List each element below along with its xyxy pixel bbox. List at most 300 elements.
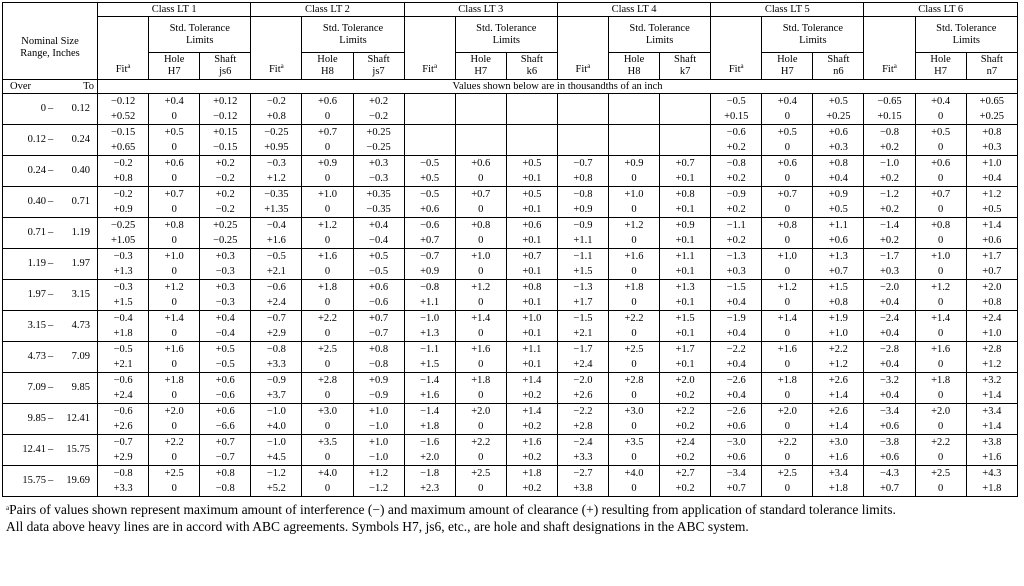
hole-limits: [149, 466, 200, 497]
hole-header-3: [455, 53, 506, 80]
hole-limits: [915, 373, 966, 404]
value-lower: +3.8: [573, 483, 593, 494]
value-upper: +1.8: [777, 375, 797, 386]
range-to: 0.24: [71, 134, 91, 145]
fit-values: [864, 373, 915, 404]
range-to: 0.71: [71, 196, 91, 207]
value-upper: +1.0: [624, 189, 644, 200]
value-lower: −0.15: [213, 142, 238, 153]
value-lower: +0.6: [879, 421, 900, 432]
value-upper: +1.8: [522, 468, 542, 479]
shaft-limits: [813, 187, 864, 218]
value-lower: −0.12: [213, 111, 238, 122]
value-upper: +1.4: [471, 313, 491, 324]
value-upper: +1.6: [522, 437, 542, 448]
value-lower: −0.5: [215, 359, 235, 370]
value-lower: +0.4: [726, 328, 746, 339]
footnote-text-1: Pairs of values shown represent maximum amount of interference (−) and maximum amount of clearance (+) resulting from application of standard tolerance limits.: [9, 502, 896, 517]
value-upper: +0.9: [828, 189, 848, 200]
table-row: [3, 311, 1018, 342]
value-upper: +0.4: [777, 96, 797, 107]
value-upper: +0.5: [777, 127, 797, 138]
table-row: [3, 249, 1018, 280]
fit-values: [98, 373, 149, 404]
fit-values: [404, 156, 455, 187]
value-upper: +0.5: [522, 158, 542, 169]
hole-limits: [302, 373, 353, 404]
value-upper: −0.6: [113, 375, 133, 386]
value-lower: 0: [937, 297, 944, 308]
size-range-cell: [3, 280, 98, 311]
class-header-3: Class LT 3: [404, 3, 557, 17]
value-upper: +0.8: [471, 220, 491, 231]
value-lower: 0: [937, 142, 944, 153]
value-upper: −0.2: [113, 189, 133, 200]
value-lower: 0: [324, 421, 331, 432]
shaft-limits: [353, 311, 404, 342]
hole-limits: [455, 249, 506, 280]
value-lower: +0.1: [675, 173, 695, 184]
shaft-limits: [353, 94, 404, 125]
value-lower: −0.3: [369, 173, 389, 184]
hole-limits: [455, 466, 506, 497]
value-upper: [660, 125, 710, 140]
value-upper: +0.7: [522, 251, 542, 262]
value-upper: +0.7: [777, 189, 797, 200]
hole-limits: [915, 404, 966, 435]
over-to-header: [3, 80, 98, 94]
shaft-limits: [966, 156, 1017, 187]
hole-label: Hole: [317, 54, 338, 65]
class-header-4: Class LT 4: [557, 3, 710, 17]
value-upper: +1.1: [828, 220, 848, 231]
value-lower: +0.6: [420, 204, 440, 215]
value-upper: +1.2: [164, 282, 184, 293]
value-lower: +0.3: [982, 142, 1002, 153]
value-upper: −0.9: [266, 375, 286, 386]
shaft-limits: [660, 466, 711, 497]
fit-values: [98, 435, 149, 466]
hole-limits: [762, 280, 813, 311]
value-upper: [660, 94, 710, 109]
value-lower: +1.6: [982, 452, 1002, 463]
table-row: [3, 280, 1018, 311]
fit-values: [98, 311, 149, 342]
value-upper: −0.5: [726, 96, 746, 107]
value-upper: +3.5: [624, 437, 644, 448]
hole-limits: [302, 156, 353, 187]
value-lower: 0: [937, 421, 944, 432]
value-lower: +0.25: [826, 111, 851, 122]
value-lower: 0: [937, 204, 944, 215]
hole-limits: [302, 280, 353, 311]
shaft-limits: [506, 466, 557, 497]
std-tolerance-header-5: Std. Tolerance Limits: [762, 17, 864, 53]
value-lower: +0.2: [879, 142, 900, 153]
value-upper: +2.7: [675, 468, 695, 479]
value-lower: +0.7: [879, 483, 900, 494]
value-lower: +0.5: [420, 173, 440, 184]
hole-limits: [455, 311, 506, 342]
value-upper: −0.6: [266, 282, 286, 293]
value-lower: +0.2: [879, 173, 900, 184]
value-upper: −0.2: [113, 158, 133, 169]
size-range-cell: [3, 94, 98, 125]
value-lower: +0.1: [522, 328, 542, 339]
value-lower: 0: [478, 452, 484, 463]
value-upper: +1.4: [522, 375, 542, 386]
value-lower: +2.4: [113, 390, 133, 401]
to-label: To: [83, 80, 95, 92]
value-upper: +3.0: [317, 406, 337, 417]
value-upper: −0.8: [420, 282, 440, 293]
size-range-cell: [3, 435, 98, 466]
value-upper: +0.6: [164, 158, 184, 169]
fit-values: [557, 311, 608, 342]
value-upper: −0.4: [266, 220, 286, 231]
shaft-limits: [660, 404, 711, 435]
shaft-limits: [353, 218, 404, 249]
value-upper: +2.6: [828, 375, 848, 386]
range-over: 1.19: [27, 258, 47, 269]
fit-values: [251, 373, 302, 404]
range-to: 9.85: [71, 382, 91, 393]
hole-limits: [915, 156, 966, 187]
value-upper: +3.0: [624, 406, 644, 417]
value-lower: 0: [478, 204, 484, 215]
value-upper: +1.6: [624, 251, 644, 262]
value-upper: −3.0: [726, 437, 746, 448]
value-lower: +0.1: [522, 173, 542, 184]
value-upper: +2.2: [317, 313, 337, 324]
value-upper: +1.6: [317, 251, 337, 262]
value-upper: +1.4: [777, 313, 797, 324]
hole-limits: [608, 404, 659, 435]
value-lower: +2.6: [113, 421, 133, 432]
hole-limits: [915, 435, 966, 466]
fit-values: [557, 435, 608, 466]
fit-footnote-marker: a: [280, 62, 284, 70]
value-lower: +0.4: [879, 297, 900, 308]
footnote: [2, 500, 1020, 535]
value-lower: 0: [324, 297, 331, 308]
fit-values: [251, 404, 302, 435]
shaft-limits: [200, 125, 251, 156]
value-upper: +1.4: [982, 220, 1002, 231]
value-upper: +0.7: [931, 189, 951, 200]
value-upper: −0.6: [113, 406, 133, 417]
hole-limits: [455, 280, 506, 311]
value-upper: +2.0: [471, 406, 491, 417]
fit-values: [711, 435, 762, 466]
hole-limits: [608, 466, 659, 497]
value-lower: +0.1: [675, 359, 695, 370]
std-tolerance-header-2: Std. Tolerance Limits: [302, 17, 404, 53]
value-upper: −1.0: [420, 313, 440, 324]
header-row-classes: [3, 3, 1018, 17]
hole-limits: [455, 404, 506, 435]
value-upper: +0.5: [522, 189, 542, 200]
value-upper: −1.6: [420, 437, 440, 448]
value-lower: 0: [631, 483, 637, 494]
value-lower: −0.35: [366, 204, 391, 215]
value-upper: +2.2: [164, 437, 184, 448]
value-lower: 0: [171, 390, 177, 401]
shaft-limits: [353, 187, 404, 218]
value-lower: +0.8: [982, 297, 1002, 308]
value-upper: +0.8: [675, 189, 695, 200]
value-upper: −1.4: [879, 220, 900, 231]
fit-header-4: Fit$^a$: [557, 17, 608, 80]
range-to: 1.97: [71, 258, 91, 269]
hole-limits: [302, 311, 353, 342]
value-upper: +0.7: [317, 127, 337, 138]
value-upper: +0.9: [369, 375, 389, 386]
value-upper: +2.2: [828, 344, 848, 355]
shaft-label: Shaft: [980, 54, 1003, 65]
shaft-limits: [353, 249, 404, 280]
fit-values: [404, 466, 455, 497]
shaft-limits: [813, 311, 864, 342]
fit-values: [864, 249, 915, 280]
value-lower: +0.4: [879, 359, 900, 370]
shaft-limits: [353, 342, 404, 373]
value-upper: [456, 94, 506, 109]
value-upper: +1.0: [982, 158, 1002, 169]
value-upper: −3.4: [726, 468, 746, 479]
value-upper: [558, 94, 608, 109]
value-lower: +0.3: [726, 266, 746, 277]
hole-limits: [455, 373, 506, 404]
value-lower: +2.8: [573, 421, 593, 432]
value-upper: −0.8: [113, 468, 133, 479]
fit-values: [557, 249, 608, 280]
table-row: [3, 373, 1018, 404]
hole-limits: [762, 125, 813, 156]
value-lower: 0: [324, 452, 331, 463]
hole-limits: [915, 466, 966, 497]
value-lower: −0.25: [213, 235, 238, 246]
value-lower: +5.2: [266, 483, 286, 494]
value-upper: +0.7: [471, 189, 491, 200]
value-lower: −0.4: [215, 328, 235, 339]
value-lower: 0: [784, 173, 790, 184]
fit-values: [864, 435, 915, 466]
fit-footnote-marker: a: [587, 62, 591, 70]
value-upper: +0.6: [931, 158, 951, 169]
value-upper: +0.8: [522, 282, 542, 293]
value-upper: +3.2: [982, 375, 1002, 386]
shaft-limits: [506, 435, 557, 466]
value-upper: +2.0: [982, 282, 1002, 293]
value-lower: 0: [784, 328, 790, 339]
value-upper: [558, 125, 608, 140]
fit-values: [864, 466, 915, 497]
shaft-limits: [660, 435, 711, 466]
value-upper: +1.8: [471, 375, 491, 386]
range-over: 4.73: [27, 351, 47, 362]
value-lower: +0.1: [675, 235, 695, 246]
value-upper: −0.8: [266, 344, 286, 355]
value-lower: +0.8: [573, 173, 593, 184]
value-upper: +0.2: [215, 189, 235, 200]
shaft-limits: [506, 187, 557, 218]
hole-grade: H7: [167, 66, 181, 77]
size-range-cell: [3, 125, 98, 156]
value-upper: −2.2: [726, 344, 746, 355]
shaft-limits: [200, 435, 251, 466]
value-upper: −0.8: [879, 127, 900, 138]
value-upper: +1.4: [164, 313, 184, 324]
fit-values: [98, 249, 149, 280]
table-row: [3, 466, 1018, 497]
fit-values: [251, 218, 302, 249]
value-upper: +2.2: [931, 437, 951, 448]
hole-header-6: [915, 53, 966, 80]
value-upper: −3.2: [879, 375, 900, 386]
value-lower: 0: [478, 235, 484, 246]
shaft-limits: [966, 94, 1017, 125]
shaft-label: Shaft: [520, 54, 543, 65]
value-lower: 0: [631, 421, 637, 432]
value-lower: 0: [478, 297, 484, 308]
fit-values: [251, 466, 302, 497]
value-upper: +2.2: [777, 437, 797, 448]
value-lower: +0.2: [675, 390, 695, 401]
value-upper: +1.0: [931, 251, 951, 262]
fit-header-6: Fit$^a$: [864, 17, 915, 80]
hole-limits: [149, 94, 200, 125]
shaft-limits: [200, 187, 251, 218]
shaft-grade: js6: [219, 66, 232, 77]
value-upper: −1.0: [879, 158, 900, 169]
shaft-limits: [200, 218, 251, 249]
shaft-limits: [813, 342, 864, 373]
shaft-header-4: [660, 53, 711, 80]
shaft-limits: [200, 404, 251, 435]
fit-values: [864, 342, 915, 373]
value-upper: +0.6: [317, 96, 337, 107]
shaft-limits: [660, 156, 711, 187]
hole-limits: [455, 156, 506, 187]
shaft-limits: [966, 404, 1017, 435]
fit-values: [98, 156, 149, 187]
value-upper: +2.0: [675, 375, 695, 386]
value-lower: +1.4: [982, 421, 1002, 432]
over-label: Over: [10, 80, 32, 92]
header-row-std: [3, 17, 1018, 53]
fit-values: [711, 125, 762, 156]
fit-values: [711, 218, 762, 249]
value-upper: −0.6: [726, 127, 746, 138]
value-lower: 0: [937, 266, 944, 277]
shaft-limits: [200, 311, 251, 342]
value-lower: +0.5: [982, 204, 1002, 215]
range-dash: –: [48, 351, 54, 362]
fit-values: [404, 94, 455, 125]
value-upper: [405, 94, 455, 109]
value-upper: −2.8: [879, 344, 900, 355]
value-lower: +1.8: [828, 483, 848, 494]
shaft-limits: [966, 187, 1017, 218]
hole-limits: [608, 280, 659, 311]
hole-limits: [915, 249, 966, 280]
class-header-6: Class LT 6: [864, 3, 1018, 17]
value-lower: +1.5: [420, 359, 440, 370]
fit-values: [98, 404, 149, 435]
value-upper: +2.4: [982, 313, 1002, 324]
value-upper: +2.8: [317, 375, 337, 386]
value-lower: +1.3: [420, 328, 440, 339]
shaft-limits: [506, 373, 557, 404]
value-lower: +0.1: [522, 235, 542, 246]
shaft-limits: [353, 466, 404, 497]
value-lower: +1.5: [573, 266, 593, 277]
fit-values: [711, 249, 762, 280]
hole-limits: [608, 311, 659, 342]
shaft-limits: [813, 94, 864, 125]
value-upper: +1.0: [164, 251, 184, 262]
shaft-limits: [353, 156, 404, 187]
value-upper: +1.3: [828, 251, 848, 262]
fit-values: [404, 280, 455, 311]
range-dash: –: [48, 413, 54, 424]
fit-values: [251, 94, 302, 125]
value-lower: +0.1: [522, 204, 542, 215]
hole-grade: H7: [934, 66, 948, 77]
value-upper: −1.2: [879, 189, 900, 200]
range-over: 0.71: [27, 227, 47, 238]
nominal-size-label: Nominal Size Range, Inches: [20, 36, 80, 59]
value-upper: +2.8: [982, 344, 1002, 355]
value-lower: +2.9: [113, 452, 133, 463]
value-upper: −0.7: [420, 251, 440, 262]
value-lower: 0: [784, 421, 790, 432]
value-lower: +0.6: [879, 452, 900, 463]
fit-values: [864, 218, 915, 249]
value-upper: +1.4: [931, 313, 951, 324]
value-lower: 0: [324, 483, 331, 494]
value-lower: +2.4: [266, 297, 286, 308]
shaft-limits: [506, 249, 557, 280]
value-upper: +4.0: [317, 468, 337, 479]
value-upper: +2.4: [675, 437, 695, 448]
hole-limits: [455, 435, 506, 466]
value-upper: +1.1: [675, 251, 695, 262]
hole-limits: [762, 404, 813, 435]
shaft-limits: [506, 280, 557, 311]
footnote-marker: a: [6, 504, 10, 512]
value-upper: +0.8: [982, 127, 1002, 138]
value-lower: +0.7: [420, 235, 440, 246]
value-lower: +0.4: [982, 173, 1002, 184]
hole-label: Hole: [163, 54, 185, 65]
fit-values: [251, 311, 302, 342]
value-lower: 0: [784, 297, 790, 308]
value-lower: +0.3: [879, 266, 900, 277]
value-upper: −2.6: [726, 406, 746, 417]
value-lower: +0.8: [266, 111, 286, 122]
value-upper: +1.2: [369, 468, 389, 479]
fit-values: [711, 187, 762, 218]
value-upper: +0.5: [164, 127, 184, 138]
value-lower: +2.0: [420, 452, 440, 463]
value-upper: −0.5: [420, 158, 440, 169]
hole-header-5: [762, 53, 813, 80]
value-upper: +0.4: [215, 313, 235, 324]
value-upper: +0.9: [317, 158, 337, 169]
value-upper: −0.2: [266, 96, 286, 107]
